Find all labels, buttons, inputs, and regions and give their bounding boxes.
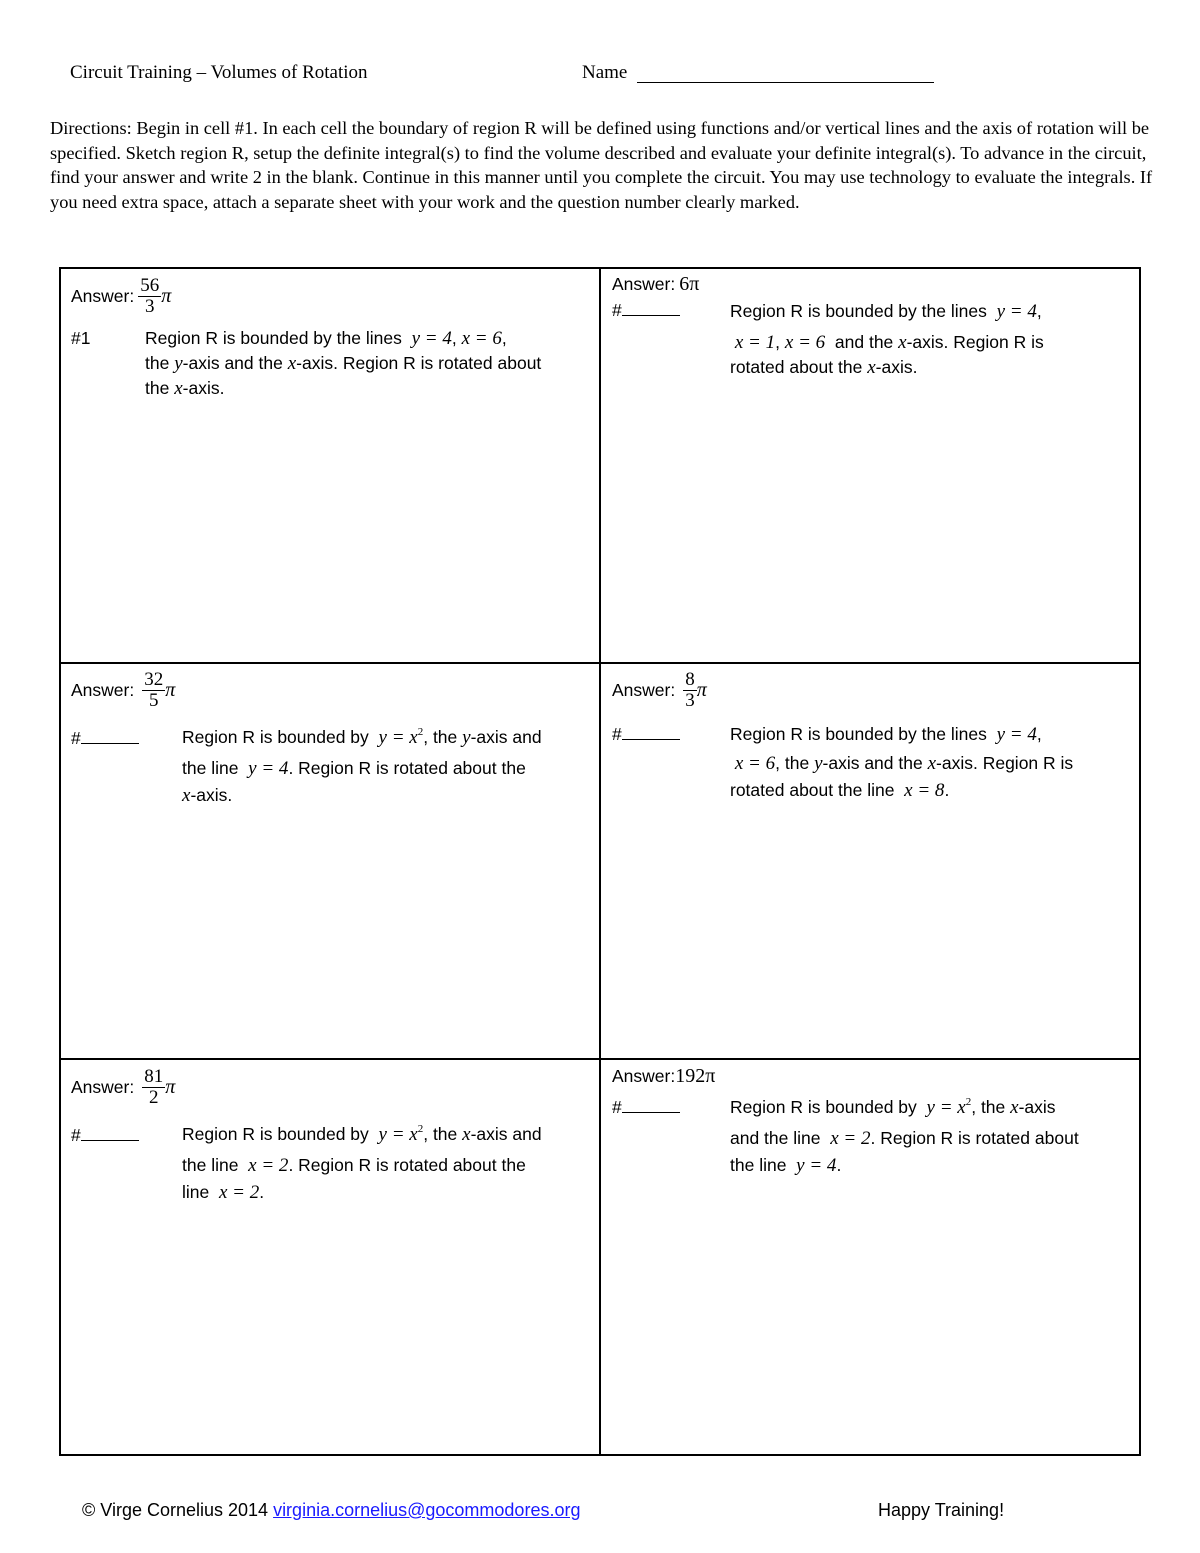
answer-value: 6π (679, 273, 700, 295)
variable: x (174, 378, 183, 399)
fraction-denominator: 3 (685, 690, 695, 711)
equation: x = 6 (461, 328, 502, 349)
text: -axis. Region R is (936, 753, 1074, 773)
number-sign: # (71, 728, 81, 748)
equation: y = x (926, 1097, 966, 1118)
answer-value: 192π (675, 1065, 716, 1087)
text: -axis. (875, 357, 918, 377)
variable: y (462, 727, 471, 748)
answer-label: Answer: (71, 286, 135, 306)
number-blank[interactable] (622, 725, 680, 740)
text: -axis and the (822, 753, 923, 773)
number-blank[interactable] (622, 1098, 680, 1113)
question-number (612, 1097, 680, 1118)
variable: x (462, 1124, 471, 1145)
text: . Region R is rotated about (870, 1128, 1079, 1148)
text: the line (730, 1155, 787, 1175)
copyright-text: © Virge Cornelius 2014 (82, 1500, 269, 1520)
fraction-denominator: 2 (148, 1087, 159, 1108)
answer-fraction (683, 670, 697, 711)
text: line (182, 1182, 210, 1202)
number-sign: # (71, 1125, 81, 1145)
answer-fraction (142, 1067, 165, 1108)
equation: x = 2 (830, 1128, 871, 1149)
text: the line (182, 758, 239, 778)
worksheet-title: Circuit Training – Volumes of Rotation (70, 62, 368, 83)
text: Region R is bounded by the lines (730, 301, 987, 321)
answer-label: Answer: (612, 680, 676, 700)
equation: y = 4 (248, 758, 289, 779)
text: . Region R is rotated about the (288, 1155, 526, 1175)
text: . Region R is rotated about the (288, 758, 526, 778)
answer (612, 1065, 715, 1088)
number-sign: # (612, 1097, 622, 1117)
pi-symbol: π (696, 679, 707, 701)
text: , the (775, 753, 810, 773)
question-text (182, 723, 600, 810)
text: , (1036, 301, 1042, 321)
variable: x (1010, 1097, 1019, 1118)
equation: y = 4 (996, 301, 1037, 322)
answer (612, 670, 707, 711)
text: rotated about the (730, 357, 863, 377)
text: Region R is bounded by (182, 727, 369, 747)
equation: y = 4 (796, 1155, 837, 1176)
footer-copyright (82, 1500, 580, 1521)
answer-label: Answer: (71, 680, 135, 700)
answer (71, 276, 171, 317)
number-blank[interactable] (81, 729, 139, 744)
text: , (501, 328, 507, 348)
text: -axis (1018, 1097, 1056, 1117)
variable: y (814, 753, 823, 774)
text: , the (423, 1124, 458, 1144)
grid-divider-vertical (599, 267, 601, 1456)
fraction-denominator: 5 (148, 690, 159, 711)
text: rotated about the line (730, 780, 895, 800)
question-number: #1 (71, 328, 91, 348)
question-text (730, 1093, 1140, 1180)
number-sign: # (612, 300, 622, 320)
variable: x (927, 753, 937, 774)
equation: x = 8 (904, 780, 945, 801)
equation: x = 1 (734, 332, 776, 353)
answer-label: Answer: (71, 1077, 135, 1097)
equation: y = 4 (996, 724, 1037, 745)
text: -axis and the (182, 353, 283, 373)
number-blank[interactable] (81, 1126, 139, 1141)
fraction-numerator: 32 (144, 669, 164, 690)
text: , (451, 328, 457, 348)
text: , the (423, 727, 458, 747)
text: . (944, 780, 950, 800)
fraction-numerator: 8 (685, 669, 695, 690)
exponent: 2 (417, 1123, 424, 1135)
fraction-denominator: 3 (144, 296, 155, 317)
answer (612, 273, 699, 296)
equation: y = 4 (411, 328, 452, 349)
grid-divider-row-1 (59, 662, 1141, 664)
text: Region R is bounded by the lines (730, 724, 987, 744)
question-text (730, 297, 1140, 382)
answer (71, 670, 175, 711)
text: , (1036, 724, 1042, 744)
answer (71, 1067, 175, 1108)
text: , (775, 332, 781, 352)
text: Region R is bounded by the lines (145, 328, 402, 348)
fraction-numerator: 56 (140, 275, 160, 296)
text: the line (182, 1155, 239, 1175)
answer-fraction (142, 670, 165, 711)
variable: x (287, 353, 297, 374)
question-text (182, 1120, 600, 1207)
question-text (145, 324, 600, 403)
footer-closing: Happy Training! (878, 1500, 1005, 1520)
question-number (612, 300, 680, 321)
question-number (71, 1125, 139, 1146)
number-blank[interactable] (622, 301, 680, 316)
pi-symbol: π (165, 1076, 176, 1098)
email-link[interactable]: virginia.cornelius@gocommodores.org (273, 1500, 581, 1520)
text: and the (834, 332, 894, 352)
name-blank-line[interactable] (637, 82, 934, 83)
grid-divider-row-2 (59, 1058, 1141, 1060)
name-label: Name (582, 62, 628, 83)
text: -axis and (470, 727, 542, 747)
answer-label: Answer: (612, 1066, 676, 1086)
text: the (145, 378, 170, 398)
answer-fraction (138, 276, 161, 317)
equation: x = 2 (218, 1182, 260, 1203)
text: -axis. Region R is rotated about (296, 353, 542, 373)
equation: x = 2 (248, 1155, 289, 1176)
text: -axis. (190, 785, 233, 805)
question-text (730, 720, 1140, 805)
directions-text: Directions: Begin in cell #1. In each cell the boundary of region R will be defined using functions and/or vertical lines and the axis of rotation will be specified. Sketch region R, setup the definite integral(s) to find the volume described and evaluate your definite integral(s). To advance in the circuit, find your answer and write 2 in the blank. Continue in this manner until you complete the circuit. You may use technology to evaluate the integrals. If you need extra space, attach a separate sheet with your work and the question number clearly marked. (50, 118, 1153, 213)
text: and the line (730, 1128, 821, 1148)
question-number (612, 724, 680, 745)
text: -axis. Region R is (906, 332, 1044, 352)
equation: x = 6 (734, 753, 776, 774)
text: . (836, 1155, 842, 1175)
question-number (71, 728, 139, 749)
variable: y (174, 353, 183, 374)
text: -axis. (182, 378, 225, 398)
text: Region R is bounded by (182, 1124, 369, 1144)
text: , the (971, 1097, 1006, 1117)
variable: x (182, 785, 191, 806)
equation: y = x (378, 1124, 418, 1145)
fraction-numerator: 81 (144, 1066, 164, 1087)
exponent: 2 (417, 726, 424, 738)
text: Region R is bounded by (730, 1097, 917, 1117)
exponent: 2 (965, 1096, 972, 1108)
text: -axis and (470, 1124, 542, 1144)
text: . (259, 1182, 265, 1202)
pi-symbol: π (165, 679, 176, 701)
number-sign: # (612, 724, 622, 744)
text: the (145, 353, 170, 373)
answer-label: Answer: (612, 274, 676, 294)
equation: y = x (378, 727, 418, 748)
variable: x (867, 357, 876, 378)
equation: x = 6 (784, 332, 826, 353)
variable: x (898, 332, 907, 353)
pi-symbol: π (161, 285, 172, 307)
